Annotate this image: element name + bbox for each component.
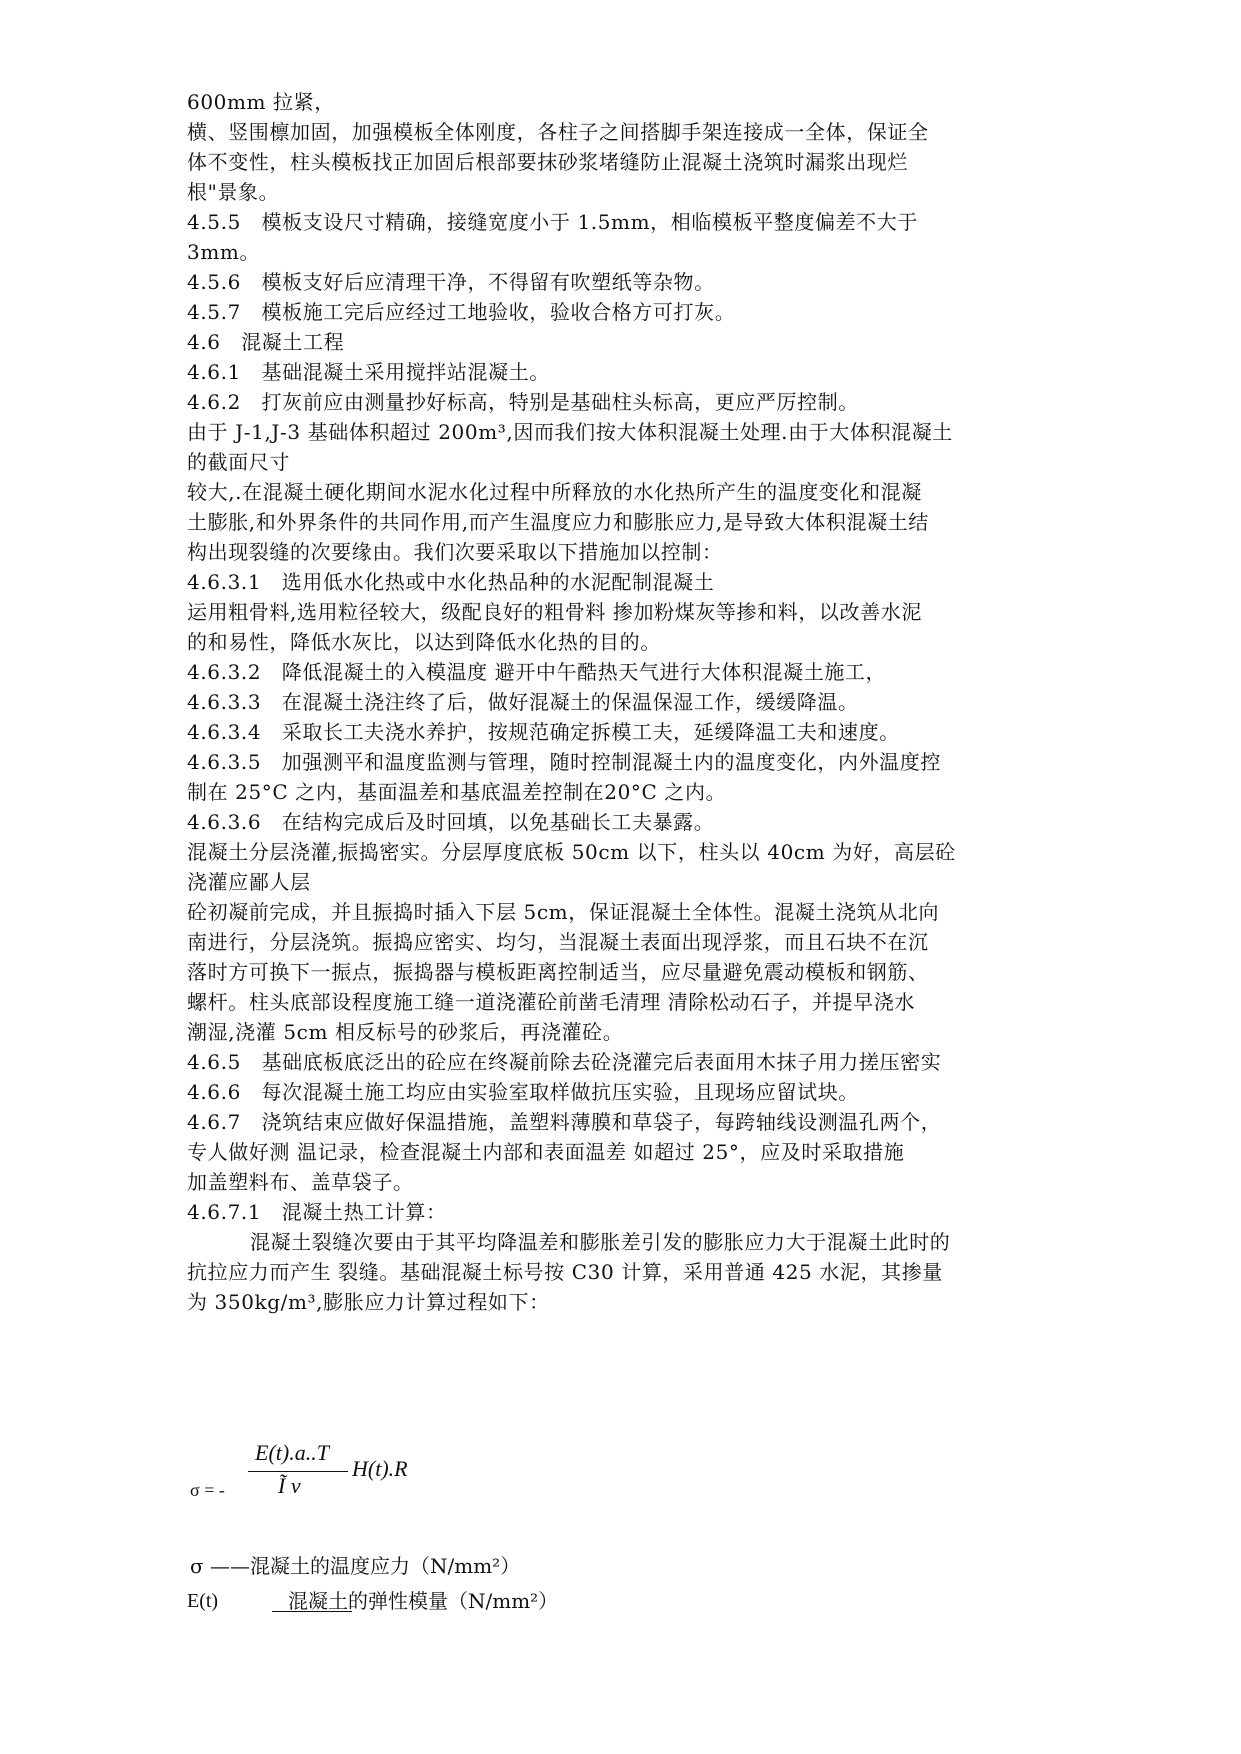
- text-line: 构出现裂缝的次要缘由。我们次要采取以下措施加以控制：: [187, 540, 723, 564]
- text-line: 浇灌应鄙人层: [187, 870, 311, 894]
- text-line: 砼初凝前完成，并且振捣时插入下层 5cm，保证混凝土全体性。混凝土浇筑从北向: [187, 900, 940, 924]
- definition-sigma: σ ——混凝土的温度应力（N/mm²）: [190, 1554, 521, 1578]
- text-line: 4.5.7 模板施工完后应经过工地验收，验收合格方可打灰。: [187, 300, 736, 324]
- text-line: 潮湿,浇灌 5cm 相反标号的砂浆后，再浇灌砼。: [187, 1020, 624, 1044]
- text-line: 4.6.3.4 采取长工夫浇水养护，按规范确定拆模工夫，延缓降温工夫和速度。: [187, 720, 900, 744]
- text-line: 由于 J-1,J-3 基础体积超过 200m³,因而我们按大体积混凝土处理.由于大体积混凝土: [187, 420, 953, 444]
- formula-lhs: σ = -: [190, 1480, 225, 1500]
- formula-rhs: H(t).R: [352, 1456, 408, 1481]
- text-line: 体不变性，柱头模板找正加固后根部要抹砂浆堵缝防止混凝土浇筑时漏浆出现烂: [187, 150, 908, 174]
- text-line: 4.6.5 基础底板底泛出的砼应在终凝前除去砼浇灌完后表面用木抹子用力搓压密实: [187, 1050, 942, 1074]
- text-line: 4.5.6 模板支好后应清理干净，不得留有吹塑纸等杂物。: [187, 270, 715, 294]
- text-line: 运用粗骨料,选用粒径较大，级配良好的粗骨料 掺加粉煤灰等掺和料，以改善水泥: [187, 600, 922, 624]
- text-line: 4.6.7 浇筑结束应做好保温措施，盖塑料薄膜和草袋子，每跨轴线设测温孔两个，: [187, 1110, 942, 1134]
- text-line: 较大,.在混凝土硬化期间水泥水化过程中所释放的水化热所产生的温度变化和混凝: [187, 480, 922, 504]
- formula-numerator: E(t).a..T: [255, 1440, 329, 1465]
- definition-underline: [272, 1611, 352, 1612]
- definition-e-symbol: E(t): [187, 1590, 219, 1612]
- text-line: 4.6.1 基础混凝土采用搅拌站混凝土。: [187, 360, 550, 384]
- text-line: 横、竖围檩加固，加强模板全体刚度，各柱子之间搭脚手架连接成一全体，保证全: [187, 120, 929, 144]
- text-line: 南进行，分层浇筑。振捣应密实、均匀，当混凝土表面出现浮浆，而且石块不在沉: [187, 930, 929, 954]
- text-line: 根"景象。: [187, 180, 280, 204]
- stress-formula: [190, 1440, 510, 1530]
- definition-e-desc: 混凝土的弹性模量（N/mm²）: [288, 1589, 559, 1613]
- text-line: 抗拉应力而产生 裂缝。基础混凝土标号按 C30 计算，采用普通 425 水泥，其掺量: [187, 1260, 943, 1284]
- fraction-bar: [248, 1471, 348, 1472]
- text-line: 4.6.2 打灰前应由测量抄好标高，特别是基础柱头标高，更应严厉控制。: [187, 390, 859, 414]
- text-line: 4.6.3.6 在结构完成后及时回填，以免基础长工夫暴露。: [187, 810, 715, 834]
- text-line: 为 350kg/m³,膨胀应力计算过程如下：: [187, 1290, 550, 1314]
- section-heading: 4.6 混凝土工程: [187, 330, 345, 354]
- text-line: 600mm 拉紧，: [187, 90, 335, 114]
- formula-denominator: Ĩ v: [278, 1473, 301, 1498]
- text-line: 混凝土裂缝次要由于其平均降温差和膨胀差引发的膨胀应力大于混凝土此时的: [250, 1230, 951, 1254]
- text-line: 的截面尺寸: [187, 450, 290, 474]
- text-line: 4.6.6 每次混凝土施工均应由实验室取样做抗压实验，且现场应留试块。: [187, 1080, 859, 1104]
- text-line: 落时方可换下一振点，振捣器与模板距离控制适当，应尽量避免震动模板和钢筋、: [187, 960, 929, 984]
- text-line: 混凝土分层浇灌,振捣密实。分层厚度底板 50cm 以下，柱头以 40cm 为好，高层砼: [187, 840, 956, 864]
- text-line: 专人做好测 温记录，检查混凝土内部和表面温差 如超过 25°，应及时采取措施: [187, 1140, 905, 1164]
- text-line: 4.5.5 模板支设尺寸精确，接缝宽度小于 1.5mm，相临模板平整度偏差不大于: [187, 210, 918, 234]
- text-line: 螺杆。柱头底部设程度施工缝一道浇灌砼前凿毛清理 清除松动石子，并提早浇水: [187, 990, 915, 1014]
- text-line: 4.6.3.5 加强测平和温度监测与管理，随时控制混凝土内的温度变化，内外温度控: [187, 750, 941, 774]
- text-line: 4.6.7.1 混凝土热工计算：: [187, 1200, 447, 1224]
- text-line: 4.6.3.3 在混凝土浇注终了后，做好混凝土的保温保湿工作，缓缓降温。: [187, 690, 859, 714]
- text-line: 4.6.3.1 选用低水化热或中水化热品种的水泥配制混凝土: [187, 570, 715, 594]
- text-line: 的和易性，降低水灰比，以达到降低水化热的目的。: [187, 630, 661, 654]
- text-line: 4.6.3.2 降低混凝土的入模温度 避开中午酷热天气进行大体积混凝土施工，: [187, 660, 887, 684]
- text-line: 加盖塑料布、盖草袋子。: [187, 1170, 414, 1194]
- text-line: 制在 25°C 之内，基面温差和基底温差控制在20°C 之内。: [187, 780, 727, 804]
- text-line: 3mm。: [187, 240, 261, 264]
- text-line: 土膨胀,和外界条件的共同作用,而产生温度应力和膨胀应力,是导致大体积混凝土结: [187, 510, 929, 534]
